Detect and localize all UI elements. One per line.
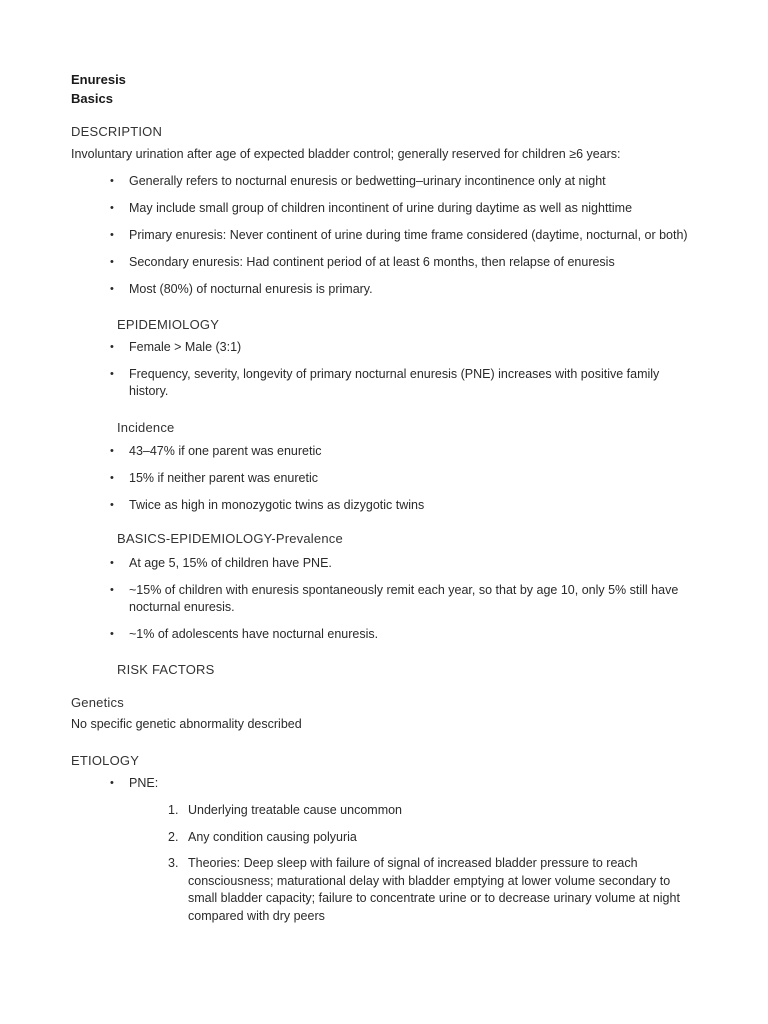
bullet-marker: • xyxy=(110,584,114,596)
list-item: • ~15% of children with enuresis spontaneously remit each year, so that by age 10, only 5% still have nocturnal enuresis. xyxy=(110,583,679,614)
bullet-marker: • xyxy=(110,472,114,484)
etiology-list xyxy=(110,775,710,792)
bullet-marker: • xyxy=(110,628,114,640)
bullet-marker: • xyxy=(110,499,114,511)
incidence-heading: Incidence xyxy=(117,420,175,435)
document-subtitle: Basics xyxy=(71,91,113,106)
bullet-marker: • xyxy=(110,368,114,380)
bullet-marker: • xyxy=(110,256,114,268)
bullet-marker: • xyxy=(110,557,114,569)
etiology-numbered-list xyxy=(168,802,688,925)
list-item: • May include small group of children incontinent of urine during daytime as well as nighttime xyxy=(110,201,633,215)
genetics-heading: Genetics xyxy=(71,695,124,710)
list-item: • Female > Male (3:1) xyxy=(110,340,242,354)
list-item: • ~1% of adolescents have nocturnal enuresis. xyxy=(110,627,379,641)
list-item: • PNE: xyxy=(110,776,159,790)
description-intro: Involuntary urination after age of expected bladder control; generally reserved for children ≥6 years: xyxy=(71,147,621,161)
numbered-item: 2. Any condition causing polyuria xyxy=(168,829,357,844)
list-item: • 43–47% if one parent was enuretic xyxy=(110,444,322,458)
bullet-marker: • xyxy=(110,445,114,457)
list-item: • Secondary enuresis: Had continent period of at least 6 months, then relapse of enuresis xyxy=(110,255,615,269)
description-list xyxy=(110,173,710,298)
bullet-marker: • xyxy=(110,202,114,214)
bullet-marker: • xyxy=(110,283,114,295)
prevalence-heading: BASICS-EPIDEMIOLOGY-Prevalence xyxy=(117,531,343,546)
list-item: • Twice as high in monozygotic twins as dizygotic twins xyxy=(110,498,425,512)
bullet-marker: • xyxy=(110,229,114,241)
numbered-item: 3. Theories: Deep sleep with failure of signal of increased bladder pressure to reach consciousness; maturational delay with bladder emptying at lower volume secondary to small bladder capacity; failure to concentrate urine or to decrease urinary volume at night compared with dry peers xyxy=(168,856,680,923)
list-item: • Most (80%) of nocturnal enuresis is primary. xyxy=(110,282,373,296)
list-item: • Primary enuresis: Never continent of urine during time frame considered (daytime, nocturnal, or both) xyxy=(110,228,688,242)
list-item: • Generally refers to nocturnal enuresis or bedwetting–urinary incontinence only at night xyxy=(110,174,606,188)
description-heading: DESCRIPTION xyxy=(71,124,163,139)
bullet-marker: • xyxy=(110,341,114,353)
risk-factors-heading: RISK FACTORS xyxy=(117,662,215,677)
list-item: • At age 5, 15% of children have PNE. xyxy=(110,556,332,570)
list-item: • 15% if neither parent was enuretic xyxy=(110,471,318,485)
document-title: Enuresis xyxy=(71,72,126,87)
bullet-marker: • xyxy=(110,777,114,789)
epidemiology-list xyxy=(110,339,710,400)
list-item: • Frequency, severity, longevity of primary nocturnal enuresis (PNE) increases with positive family history. xyxy=(110,367,660,398)
epidemiology-heading: EPIDEMIOLOGY xyxy=(117,317,220,332)
genetics-text: No specific genetic abnormality described xyxy=(71,717,302,731)
prevalence-list xyxy=(110,555,710,643)
bullet-marker: • xyxy=(110,175,114,187)
incidence-list xyxy=(110,443,710,514)
numbered-item: 1. Underlying treatable cause uncommon xyxy=(168,803,403,817)
etiology-heading: ETIOLOGY xyxy=(71,753,140,768)
